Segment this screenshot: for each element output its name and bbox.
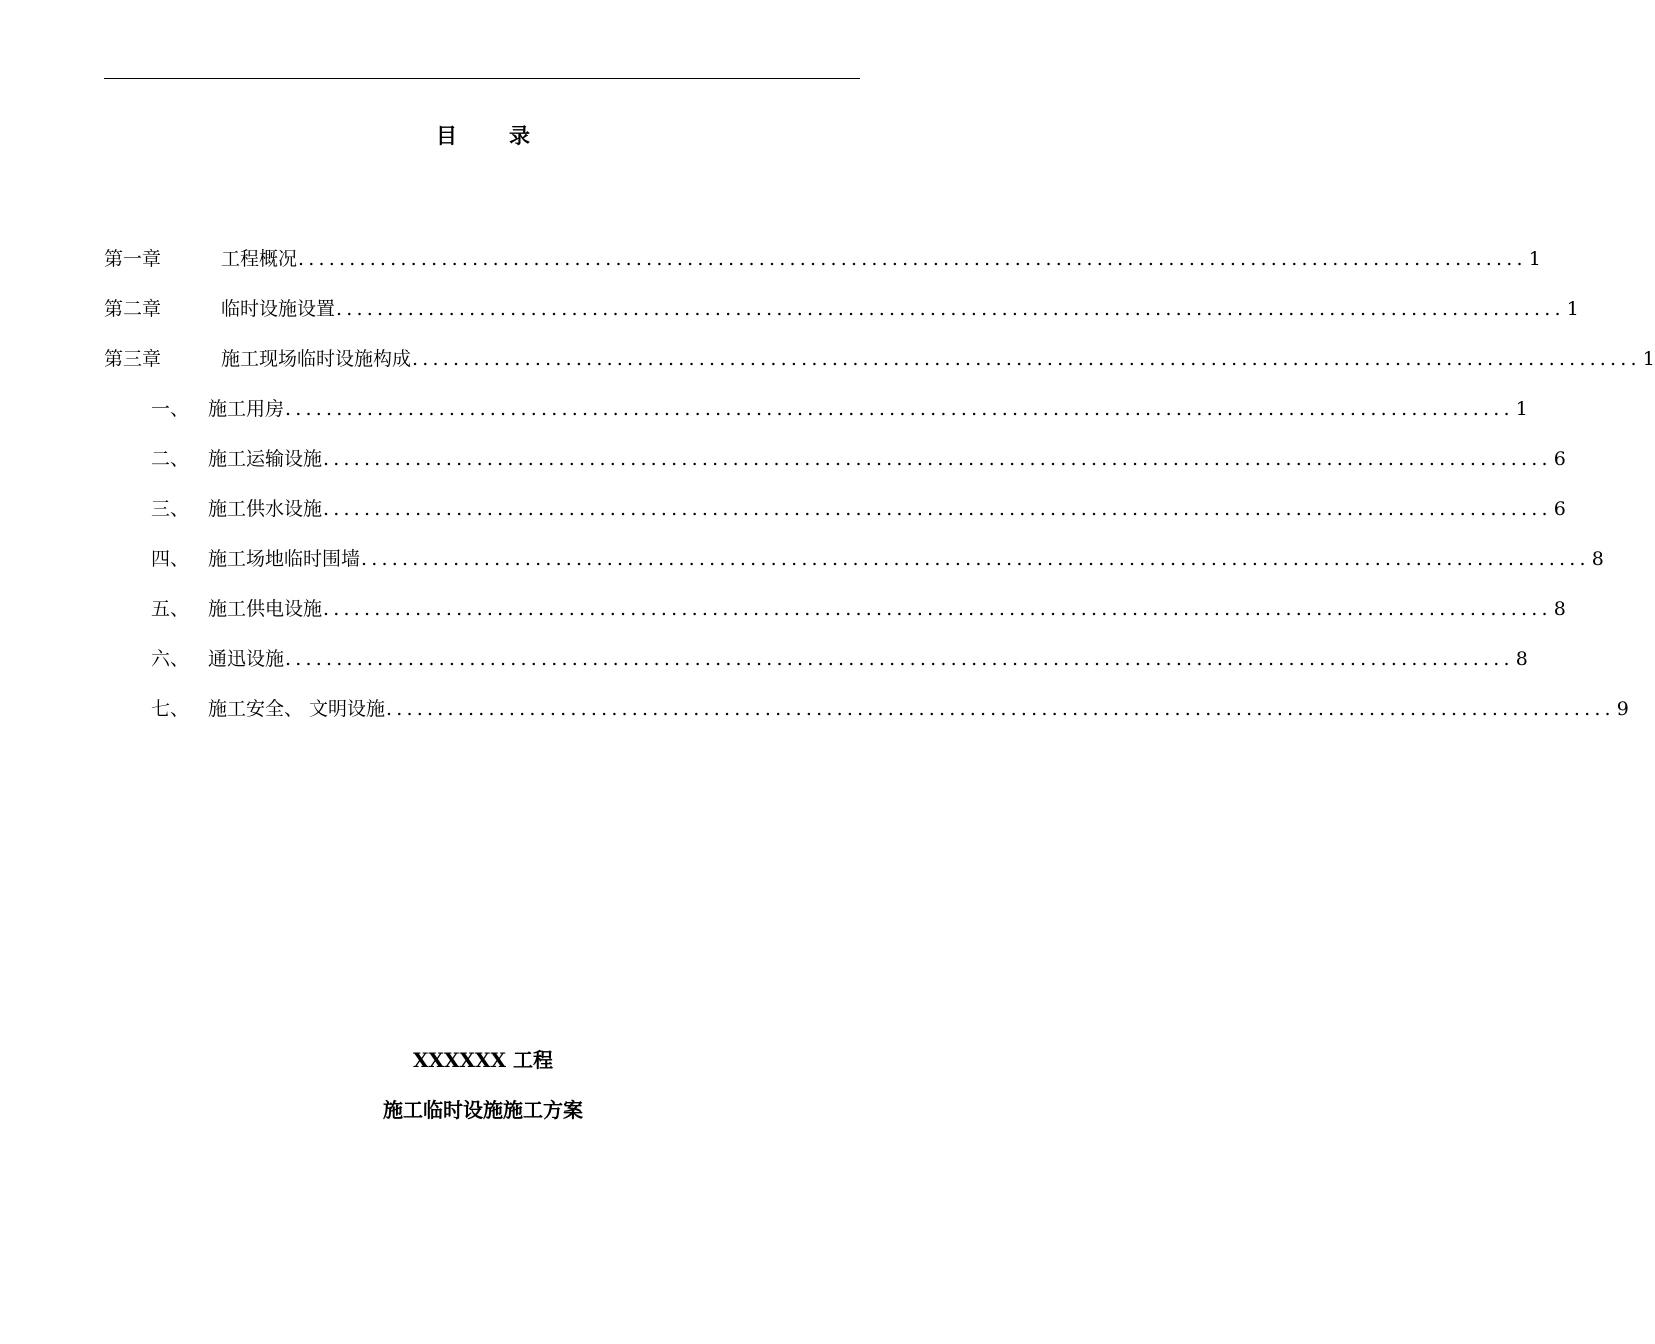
toc-entry[interactable]	[104, 584, 1566, 634]
toc-entry-page: 8	[1553, 598, 1566, 620]
toc-entry[interactable]	[104, 284, 1579, 334]
toc-entry-label: 施工现场临时设施构成	[221, 348, 412, 370]
toc-entry-label: 施工场地临时围墙	[208, 548, 361, 570]
toc-entry[interactable]	[104, 434, 1566, 484]
toc-entry-page: 8	[1515, 648, 1528, 670]
toc-entry-label: 工程概况	[221, 248, 298, 270]
toc-entry[interactable]	[104, 684, 1629, 734]
toc-entry-label: 施工供电设施	[208, 598, 323, 620]
toc-entry-prefix: 六、	[151, 648, 190, 670]
toc-title-char-2: 录	[509, 123, 530, 148]
toc-entry-prefix: 四、	[151, 548, 190, 570]
dot-leader: ........................................................................................................................	[361, 548, 1590, 570]
plan-title: 施工临时设施施工方案	[383, 1098, 583, 1122]
toc-entry-page: 1	[1642, 348, 1655, 370]
toc-entry[interactable]	[104, 334, 1655, 384]
table-of-contents	[104, 234, 1655, 734]
dot-leader: ........................................................................................................................	[323, 498, 1552, 520]
dot-leader: ........................................................................................................................	[285, 398, 1514, 420]
toc-entry-page: 1	[1528, 248, 1541, 270]
header-rule	[104, 78, 860, 79]
dot-leader: ........................................................................................................................	[323, 448, 1552, 470]
toc-entry[interactable]	[104, 634, 1528, 684]
toc-title	[0, 120, 966, 150]
dot-leader: ........................................................................................................................	[386, 698, 1615, 720]
toc-entry-page: 6	[1553, 448, 1566, 470]
toc-entry-prefix: 二、	[151, 448, 190, 470]
toc-entry-prefix: 第三章	[104, 348, 162, 370]
toc-entry-page: 9	[1616, 698, 1629, 720]
toc-entry-prefix: 五、	[151, 598, 190, 620]
toc-entry-label: 临时设施设置	[221, 298, 336, 320]
toc-entry-page: 1	[1515, 398, 1528, 420]
toc-entry-label: 通迅设施	[208, 648, 285, 670]
toc-entry-prefix: 七、	[151, 698, 190, 720]
toc-entry-page: 1	[1566, 298, 1579, 320]
toc-entry-label: 施工安全、 文明设施	[208, 698, 386, 720]
toc-entry[interactable]	[104, 234, 1541, 284]
dot-leader: ........................................................................................................................	[285, 648, 1514, 670]
toc-entry-page: 6	[1553, 498, 1566, 520]
toc-entry-prefix: 第一章	[104, 248, 162, 270]
toc-entry-prefix: 第二章	[104, 298, 162, 320]
dot-leader: ........................................................................................................................	[323, 598, 1552, 620]
dot-leader: ........................................................................................................................	[336, 298, 1565, 320]
toc-entry[interactable]	[104, 384, 1528, 434]
toc-entry[interactable]	[104, 534, 1604, 584]
toc-entry-label: 施工供水设施	[208, 498, 323, 520]
dot-leader: ........................................................................................................................	[298, 248, 1527, 270]
toc-entry-page: 8	[1591, 548, 1604, 570]
toc-entry-prefix: 三、	[151, 498, 190, 520]
toc-entry-label: 施工用房	[208, 398, 285, 420]
project-name: XXXXXX 工程	[412, 1048, 554, 1072]
toc-entry-prefix: 一、	[151, 398, 190, 420]
toc-entry[interactable]	[104, 484, 1566, 534]
toc-entry-label: 施工运输设施	[208, 448, 323, 470]
dot-leader: ........................................................................................................................	[412, 348, 1641, 370]
toc-title-char-1: 目	[436, 123, 457, 148]
